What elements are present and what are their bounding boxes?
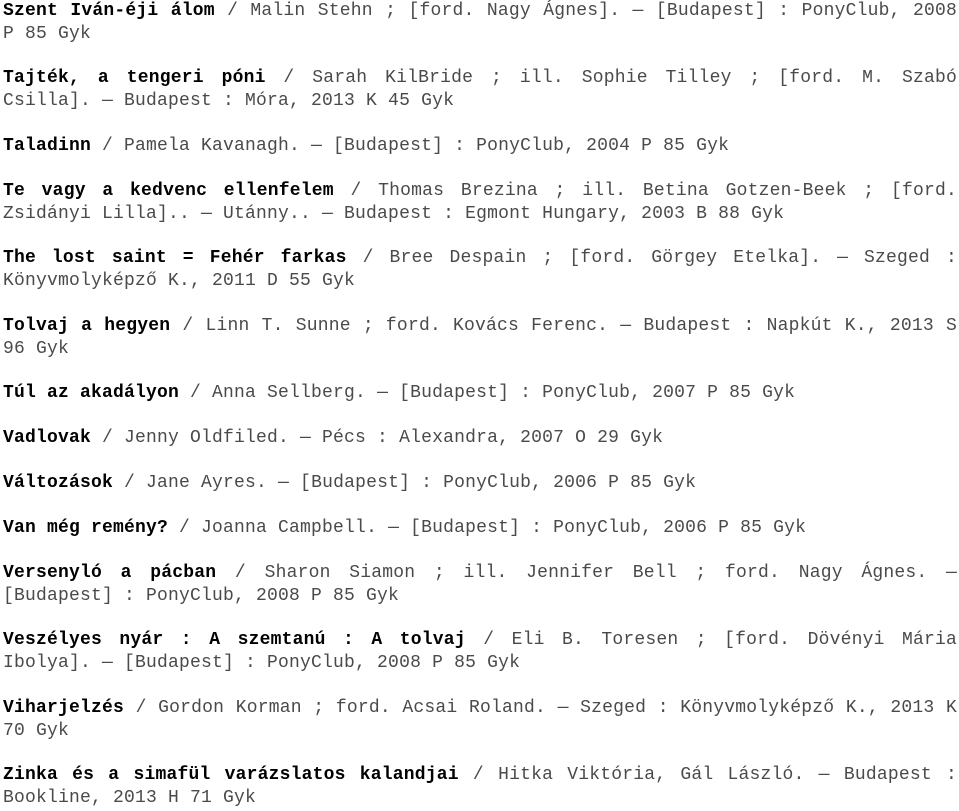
entry-details: / Eli B. Toresen ; [ford. Dövényi Mária Ibolya]. — [Budapest] : PonyClub, 2008 P 85 Gyk [3,630,957,673]
entry-details: / Thomas Brezina ; ill. Betina Gotzen-Beek ; [ford. Zsidányi Lilla].. — Utánny.. — Budapest : Egmont Hungary, 2003 B 88 Gyk [3,181,957,224]
entry-title: Viharjelzés [3,698,125,718]
entry-title: Versenyló a pácban [3,563,217,583]
bibliography-entry [3,180,957,225]
entry-title: Vadlovak [3,428,92,448]
entry-details: / Malin Stehn ; [ford. Nagy Ágnes]. — [Budapest] : PonyClub, 2008 P 85 Gyk [3,1,957,44]
entry-title: Van még remény? [3,518,169,538]
bibliography-entry [3,764,957,809]
bibliography-entry [3,427,957,450]
entry-title: Túl az akadályon [3,383,180,403]
entry-details: / Sarah KilBride ; ill. Sophie Tilley ; [ford. M. Szabó Csilla]. — Budapest : Móra, 2013 K 45 Gyk [3,68,957,111]
entry-details: / Jane Ayres. — [Budapest] : PonyClub, 2006 P 85 Gyk [113,473,697,493]
entry-title: Szent Iván-éji álom [3,1,215,21]
bibliography-entry [3,562,957,607]
entry-details: / Hitka Viktória, Gál László. — Budapest : Bookline, 2013 H 71 Gyk [3,765,957,808]
bibliography-entry [3,67,957,112]
bibliography-entry [3,629,957,674]
entry-details: / Bree Despain ; [ford. Görgey Etelka]. — Szeged : Könyvmolyképző K., 2011 D 55 Gyk [3,248,957,291]
bibliography-entry [3,517,957,540]
entry-details: / Jenny Oldfiled. — Pécs : Alexandra, 2007 O 29 Gyk [91,428,664,448]
entry-details: / Linn T. Sunne ; ford. Kovács Ferenc. — Budapest : Napkút K., 2013 S 96 Gyk [3,316,957,359]
entry-details: / Anna Sellberg. — [Budapest] : PonyClub, 2007 P 85 Gyk [179,383,796,403]
bibliography-entry [3,247,957,292]
entry-details: / Pamela Kavanagh. — [Budapest] : PonyClub, 2004 P 85 Gyk [91,136,730,156]
entry-details: / Sharon Siamon ; ill. Jennifer Bell ; ford. Nagy Ágnes. — [Budapest] : PonyClub, 2008 P 85 Gyk [3,563,957,606]
entry-title: The lost saint = Fehér farkas [3,248,347,268]
entry-title: Zinka és a simafül varázslatos kalandjai [3,765,459,785]
bibliography-entry [3,382,957,405]
bibliography-entry [3,0,957,45]
bibliography-entry [3,135,957,158]
entry-title: Taladinn [3,136,92,156]
entry-title: Tajték, a tengeri póni [3,68,266,88]
entry-title: Tolvaj a hegyen [3,316,171,336]
entry-title: Változások [3,473,114,493]
bibliography-entry [3,315,957,360]
entry-details: / Gordon Korman ; ford. Acsai Roland. — Szeged : Könyvmolyképző K., 2013 K 70 Gyk [3,698,957,741]
entry-title: Te vagy a kedvenc ellenfelem [3,181,334,201]
entry-details: / Joanna Campbell. — [Budapest] : PonyClub, 2006 P 85 Gyk [168,518,807,538]
bibliography-entry [3,697,957,742]
bibliography-entry [3,472,957,495]
entry-title: Veszélyes nyár : A szemtanú : A tolvaj [3,630,466,650]
